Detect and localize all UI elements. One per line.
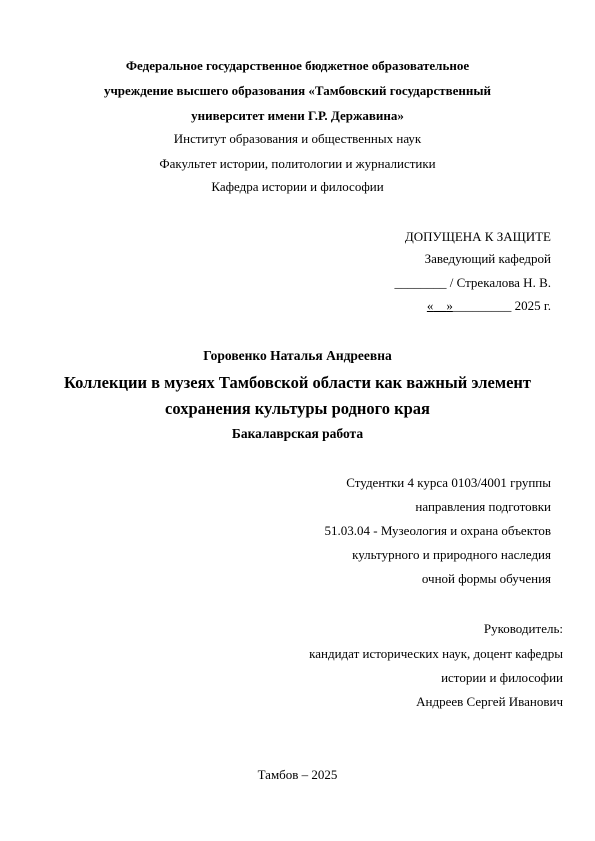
date-day-blank: __ [433, 298, 447, 313]
work-type: Бакалаврская работа [231, 426, 364, 441]
author-name: Горовенко Наталья Андреевна [203, 348, 392, 363]
city-year: Тамбов – 2025 [257, 767, 338, 782]
date-open-quote: « [426, 298, 434, 313]
approval-role: Заведующий кафедрой [424, 251, 551, 266]
supervisor-name: Андреев Сергей Иванович [416, 694, 563, 709]
work-title-line-1: Коллекции в музеях Тамбовской области как важный элемент [63, 373, 532, 392]
student-line-2: направления подготовки [415, 499, 551, 514]
approval-signature: ________ / Стрекалова Н. В. [394, 275, 551, 290]
student-line-3: 51.03.04 - Музеология и охрана объектов [324, 523, 551, 538]
approval-status: ДОПУЩЕНА К ЗАЩИТЕ [404, 229, 551, 244]
supervisor-label: Руководитель: [483, 621, 563, 636]
approval-date [427, 298, 551, 314]
date-rest: _________ 2025 г. [452, 298, 551, 313]
institute-name: Институт образования и общественных наук [173, 131, 422, 146]
student-line-4: культурного и природного наследия [352, 547, 551, 562]
faculty-name: Факультет истории, политологии и журналистики [159, 156, 436, 171]
university-line-1: Федеральное государственное бюджетное образовательное [125, 58, 470, 73]
department-name: Кафедра истории и философии [211, 179, 384, 194]
work-title-line-2: сохранения культуры родного края [165, 399, 430, 418]
supervisor-line-2: истории и философии [441, 670, 563, 685]
student-line-5: очной формы обучения [421, 571, 551, 586]
university-line-3: университет имени Г.Р. Державина» [191, 108, 404, 123]
supervisor-line-1: кандидат исторических наук, доцент кафедры [309, 646, 563, 661]
student-line-1: Студентки 4 курса 0103/4001 группы [346, 475, 551, 490]
university-line-2: учреждение высшего образования «Тамбовский государственный [103, 83, 492, 98]
date-close-quote: » [446, 298, 453, 313]
